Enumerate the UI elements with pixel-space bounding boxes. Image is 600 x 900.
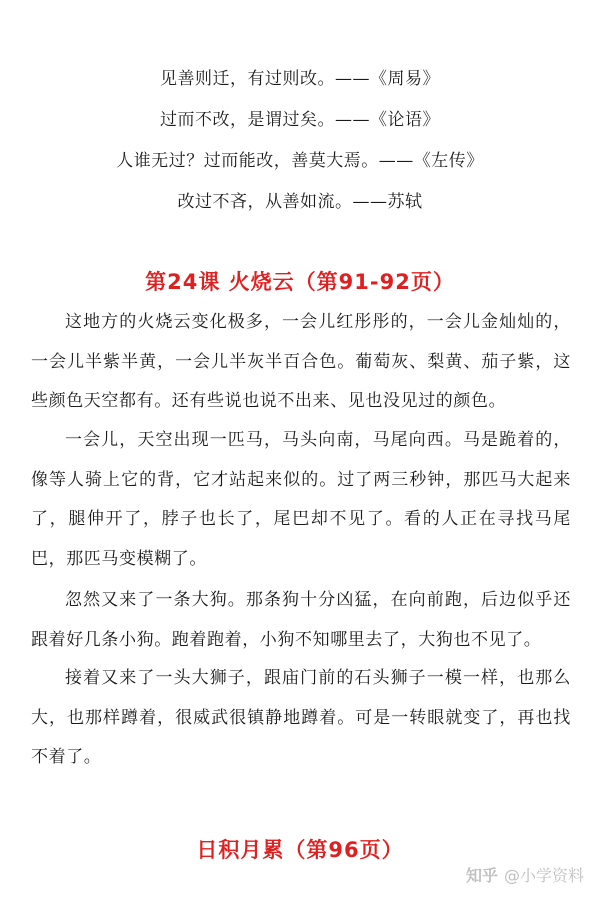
- quote-lunyu: 过而不改，是谓过矣。——《论语》: [160, 110, 440, 130]
- lesson-paragraph: 忽然又来了一条大狗。那条狗十分凶猛，在向前跑，后边似乎还跟着好几条小狗。跑着跑着，小狗不知哪里去了，大狗也不见了。: [31, 590, 571, 650]
- next-section-title: 日积月累（第96页）: [196, 838, 404, 862]
- quote-zuozhuan: 人谁无过？过而能改，善莫大焉。——《左传》: [116, 151, 484, 171]
- watermark: [466, 863, 584, 886]
- lesson-paragraph: 一会儿，天空出现一匹马，马头向南，马尾向西。马是跪着的，像等人骑上它的背，它才站起来似的。过了两三秒钟，那匹马大起来了，腿伸开了，脖子也长了，尾巴却不见了。看的人正在寻找马尾巴，那匹马变模糊了。: [31, 430, 571, 569]
- quote-sushi: 改过不吝，从善如流。——苏轼: [177, 192, 423, 212]
- lesson-paragraph: 接着又来了一头大狮子，跟庙门前的石头狮子一模一样，也那么大，也那样蹲着，很威武很镇静地蹲着。可是一转眼就变了，再也找不着了。: [31, 668, 571, 767]
- zhihu-logo: 知乎: [465, 866, 498, 885]
- quote-zhouyi: 见善则迁，有过则改。——《周易》: [160, 69, 440, 89]
- lesson-title: 第24课 火烧云（第91-92页）: [145, 270, 455, 294]
- lesson-paragraph: 这地方的火烧云变化极多，一会儿红彤彤的，一会儿金灿灿的，一会儿半紫半黄，一会儿半灰半百合色。葡萄灰、梨黄、茄子紫，这些颜色天空都有。还有些说也说不出来、见也没见过的颜色。: [31, 312, 571, 411]
- watermark-author: @小学资料: [503, 866, 584, 885]
